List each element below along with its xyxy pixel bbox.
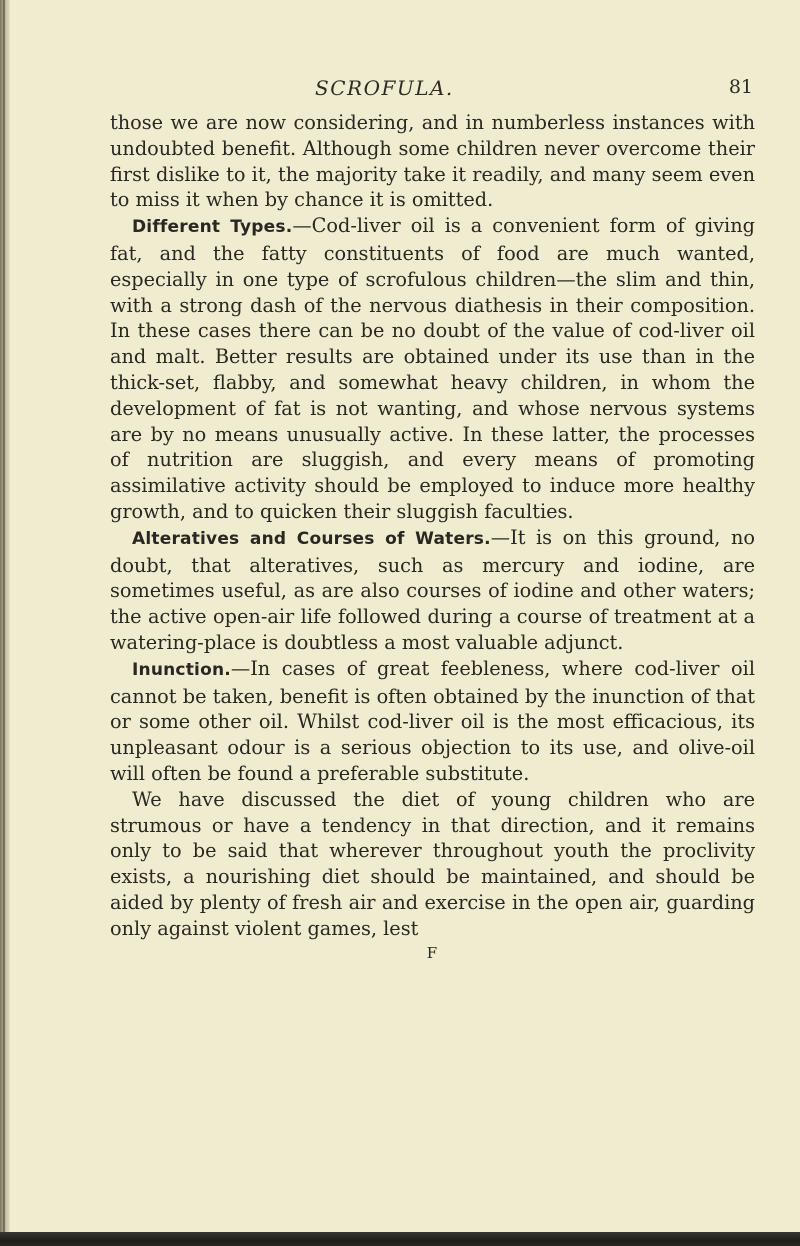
chapter-title: SCROFULA. [315, 76, 454, 100]
binding-edge-line [3, 0, 5, 1246]
binding-gutter [0, 0, 10, 1246]
paragraph-continuation [110, 110, 755, 213]
side-heading: Different Types. [132, 217, 293, 238]
paragraph-different-types [110, 213, 755, 525]
paragraph-text: those we are now considering, and in numberless instances with undoubted benefit. Although some children never overcome their first dislike to it, the majority take it readily, and many seem even to miss it when by chance it is omitted. [110, 111, 755, 212]
paragraph-text: —It is on this ground, no doubt, that alteratives, such as mercury and iodine, are sometimes useful, as are also courses of iodine and other waters; the active open-air life followed during a course of treatment at a watering-place is doubtless a most valuable adjunct. [110, 525, 755, 654]
side-heading: Inunction. [132, 659, 231, 680]
paragraph-text: We have discussed the diet of young children who are strumous or have a tendency in that direction, and it remains only to be said that wherever throughout youth the proclivity exists, a nourishing diet should be maintained, and should be aided by plenty of fresh air and exercise in the open air, guarding only against violent games, lest [110, 787, 755, 940]
paragraph-text: —Cod-liver oil is a convenient form of giving fat, and the fatty constituents of food are much wanted, especially in one type of scrofulous children—the slim and thin, with a strong dash of the nervous diathesis in their composition. In these cases there can be no doubt of the value of cod-liver oil and malt. Better results are obtained under its use than in the thick-set, flabby, and somewhat heavy children, in whom the development of fat is not wanting, and whose nervous systems are by no means unusually active. In these latter, the processes of nutrition are sluggish, and every means of promoting assimilative activity should be employed to induce more healthy growth, and to quicken their sluggish faculties. [110, 214, 755, 523]
body-text [110, 110, 755, 942]
paragraph-inunction [110, 656, 755, 787]
page-number: 81 [728, 76, 753, 98]
book-page [110, 70, 755, 962]
paragraph-text: —In cases of great feebleness, where cod-liver oil cannot be taken, benefit is often obtained by the inunction of that or some other oil. Whilst cod-liver oil is the most efficacious, its unpleasant odour is a serious objection to its use, and olive-oil will often be found a preferable substitute. [110, 656, 755, 785]
running-head [110, 70, 755, 110]
paragraph-diet [110, 787, 755, 942]
signature-mark: F [426, 943, 439, 962]
scan-bottom-edge [0, 1232, 800, 1246]
paragraph-alteratives [110, 525, 755, 656]
side-heading: Alteratives and Courses of Waters. [132, 528, 491, 549]
